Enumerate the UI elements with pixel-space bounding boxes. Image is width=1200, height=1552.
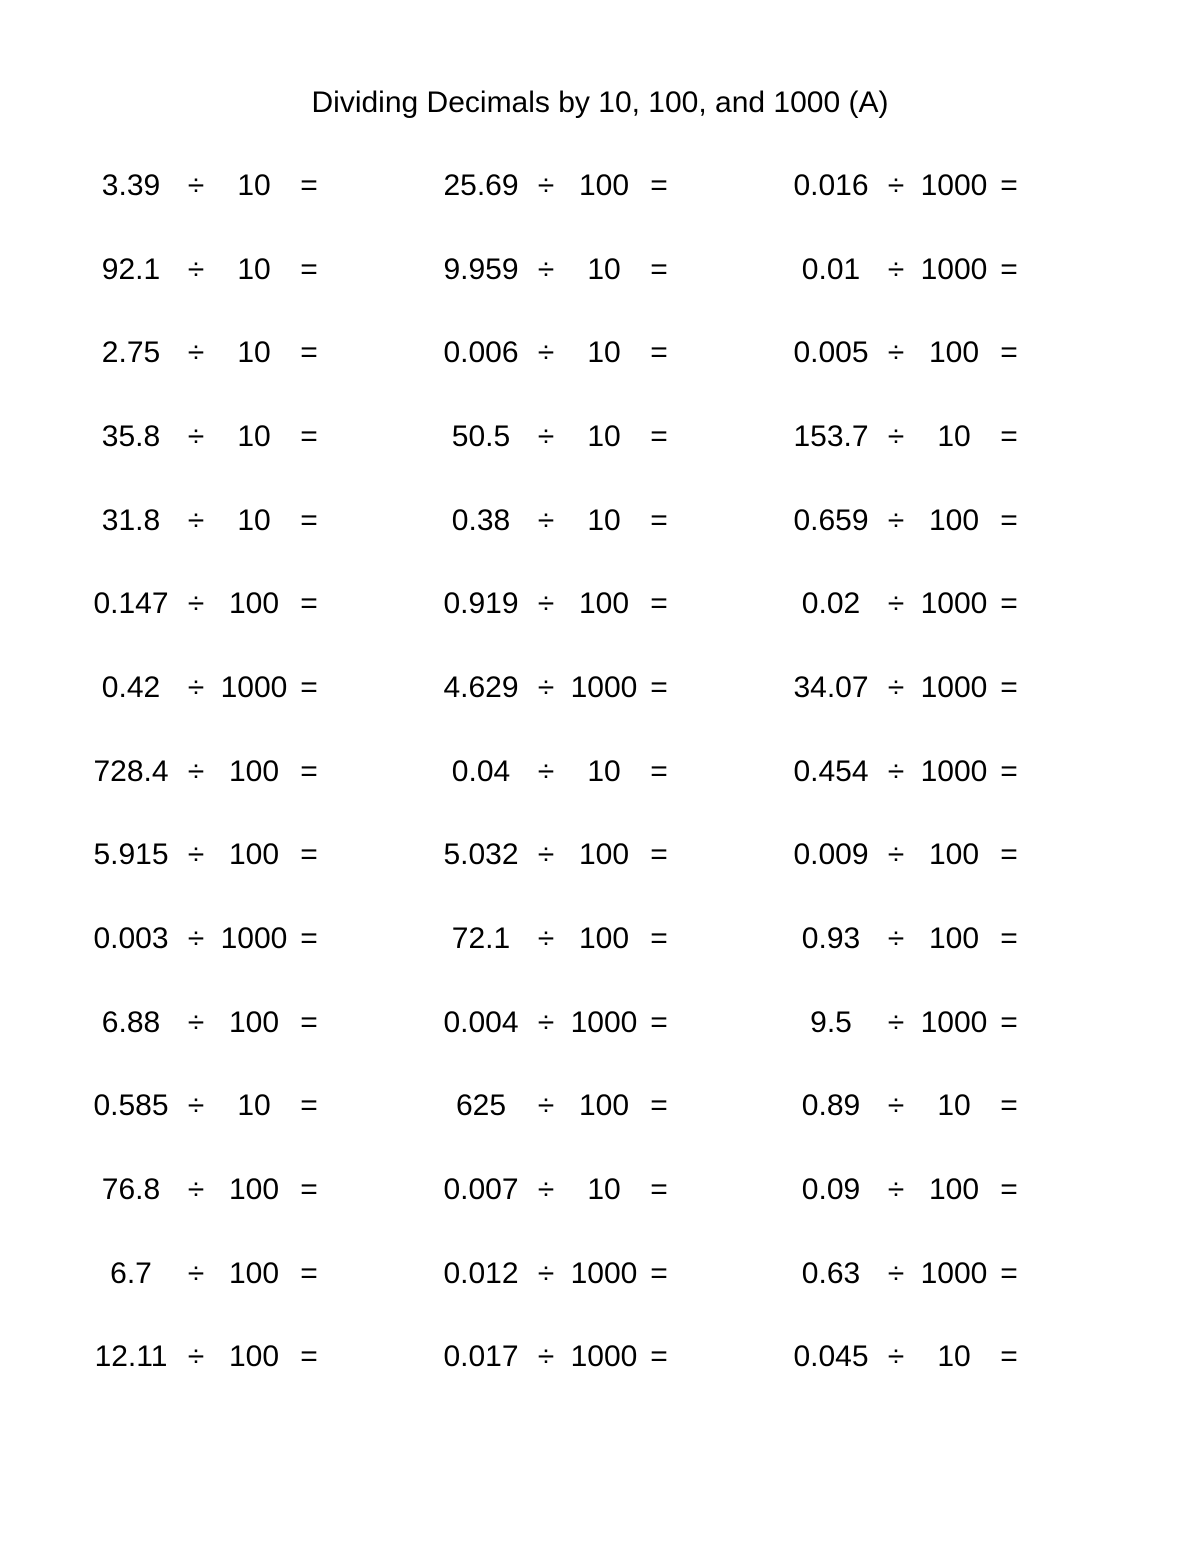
dividend-value: 4.629 bbox=[443, 670, 519, 704]
divisor-value: 100 bbox=[228, 1005, 280, 1039]
answer-blank bbox=[330, 897, 430, 981]
answer-blank bbox=[330, 1232, 430, 1316]
division-sign: ÷ bbox=[887, 1340, 905, 1374]
answer-blank bbox=[680, 311, 780, 395]
answer-blank bbox=[330, 144, 430, 228]
division-sign: ÷ bbox=[887, 922, 905, 956]
equals-sign: = bbox=[300, 1340, 318, 1374]
division-problem bbox=[90, 1316, 440, 1400]
dividend-value: 0.016 bbox=[793, 168, 869, 202]
division-problem bbox=[440, 814, 790, 898]
dividend-value: 31.8 bbox=[101, 503, 161, 537]
division-sign: ÷ bbox=[537, 336, 555, 370]
division-problem bbox=[90, 395, 440, 479]
dividend-value: 0.003 bbox=[93, 922, 169, 956]
answer-blank bbox=[1030, 1065, 1130, 1149]
dividend-value: 0.005 bbox=[793, 336, 869, 370]
divisor-value: 100 bbox=[578, 1089, 630, 1123]
divisor-value: 1000 bbox=[220, 922, 288, 956]
divisor-value: 10 bbox=[587, 503, 621, 537]
dividend-value: 34.07 bbox=[793, 670, 869, 704]
division-sign: ÷ bbox=[887, 252, 905, 286]
dividend-value: 5.915 bbox=[93, 838, 169, 872]
dividend-value: 153.7 bbox=[793, 419, 869, 453]
division-problem bbox=[790, 144, 1140, 228]
dividend-value: 0.147 bbox=[93, 587, 169, 621]
equals-sign: = bbox=[650, 670, 668, 704]
divisor-value: 100 bbox=[928, 838, 980, 872]
division-problem bbox=[790, 897, 1140, 981]
division-problem bbox=[90, 228, 440, 312]
division-sign: ÷ bbox=[537, 838, 555, 872]
dividend-value: 0.02 bbox=[801, 587, 861, 621]
equals-sign: = bbox=[650, 838, 668, 872]
equals-sign: = bbox=[650, 754, 668, 788]
answer-blank bbox=[680, 228, 780, 312]
division-sign: ÷ bbox=[187, 670, 205, 704]
equals-sign: = bbox=[1000, 670, 1018, 704]
division-problem bbox=[790, 395, 1140, 479]
equals-sign: = bbox=[300, 587, 318, 621]
equals-sign: = bbox=[650, 1256, 668, 1290]
division-sign: ÷ bbox=[537, 1005, 555, 1039]
dividend-value: 72.1 bbox=[451, 922, 511, 956]
divisor-value: 10 bbox=[237, 336, 271, 370]
dividend-value: 0.017 bbox=[443, 1340, 519, 1374]
answer-blank bbox=[330, 311, 430, 395]
divisor-value: 10 bbox=[937, 419, 971, 453]
division-problem bbox=[90, 897, 440, 981]
equals-sign: = bbox=[300, 336, 318, 370]
answer-blank bbox=[330, 814, 430, 898]
answer-blank bbox=[1030, 646, 1130, 730]
equals-sign: = bbox=[300, 252, 318, 286]
division-problem bbox=[790, 479, 1140, 563]
division-problem bbox=[90, 562, 440, 646]
divisor-value: 1000 bbox=[920, 587, 988, 621]
dividend-value: 76.8 bbox=[101, 1173, 161, 1207]
divisor-value: 10 bbox=[937, 1089, 971, 1123]
answer-blank bbox=[680, 981, 780, 1065]
answer-blank bbox=[680, 1148, 780, 1232]
answer-blank bbox=[1030, 981, 1130, 1065]
answer-blank bbox=[1030, 228, 1130, 312]
answer-blank bbox=[680, 646, 780, 730]
divisor-value: 100 bbox=[928, 922, 980, 956]
division-sign: ÷ bbox=[187, 252, 205, 286]
dividend-value: 0.04 bbox=[451, 754, 511, 788]
division-problem bbox=[90, 1148, 440, 1232]
equals-sign: = bbox=[650, 503, 668, 537]
equals-sign: = bbox=[650, 1173, 668, 1207]
division-problem bbox=[790, 562, 1140, 646]
divisor-value: 100 bbox=[228, 838, 280, 872]
division-sign: ÷ bbox=[537, 587, 555, 621]
equals-sign: = bbox=[300, 419, 318, 453]
division-sign: ÷ bbox=[187, 1256, 205, 1290]
answer-blank bbox=[330, 646, 430, 730]
divisor-value: 1000 bbox=[920, 754, 988, 788]
division-problem bbox=[790, 1232, 1140, 1316]
division-sign: ÷ bbox=[887, 670, 905, 704]
division-problem bbox=[790, 981, 1140, 1065]
division-sign: ÷ bbox=[537, 1340, 555, 1374]
answer-blank bbox=[680, 144, 780, 228]
dividend-value: 2.75 bbox=[101, 336, 161, 370]
division-problem bbox=[790, 311, 1140, 395]
division-sign: ÷ bbox=[187, 1089, 205, 1123]
dividend-value: 0.89 bbox=[801, 1089, 861, 1123]
division-problem bbox=[440, 311, 790, 395]
dividend-value: 0.01 bbox=[801, 252, 861, 286]
divisor-value: 1000 bbox=[220, 670, 288, 704]
divisor-value: 100 bbox=[578, 168, 630, 202]
dividend-value: 35.8 bbox=[101, 419, 161, 453]
divisor-value: 1000 bbox=[570, 1256, 638, 1290]
division-problem bbox=[440, 1065, 790, 1149]
equals-sign: = bbox=[1000, 1089, 1018, 1123]
answer-blank bbox=[1030, 562, 1130, 646]
answer-blank bbox=[330, 730, 430, 814]
equals-sign: = bbox=[650, 419, 668, 453]
divisor-value: 10 bbox=[237, 252, 271, 286]
equals-sign: = bbox=[300, 1256, 318, 1290]
division-problem bbox=[90, 730, 440, 814]
division-sign: ÷ bbox=[537, 670, 555, 704]
divisor-value: 100 bbox=[928, 1173, 980, 1207]
dividend-value: 0.38 bbox=[451, 503, 511, 537]
dividend-value: 6.88 bbox=[101, 1005, 161, 1039]
division-sign: ÷ bbox=[187, 419, 205, 453]
dividend-value: 625 bbox=[455, 1089, 507, 1123]
dividend-value: 0.93 bbox=[801, 922, 861, 956]
equals-sign: = bbox=[1000, 1173, 1018, 1207]
division-sign: ÷ bbox=[887, 419, 905, 453]
answer-blank bbox=[1030, 1316, 1130, 1400]
division-sign: ÷ bbox=[537, 252, 555, 286]
equals-sign: = bbox=[300, 1173, 318, 1207]
answer-blank bbox=[680, 897, 780, 981]
division-problem bbox=[440, 144, 790, 228]
dividend-value: 0.42 bbox=[101, 670, 161, 704]
problems-grid bbox=[90, 144, 1140, 1399]
divisor-value: 100 bbox=[228, 1340, 280, 1374]
division-problem bbox=[90, 479, 440, 563]
division-problem bbox=[790, 814, 1140, 898]
divisor-value: 1000 bbox=[920, 1005, 988, 1039]
answer-blank bbox=[1030, 479, 1130, 563]
division-sign: ÷ bbox=[887, 1089, 905, 1123]
equals-sign: = bbox=[300, 670, 318, 704]
equals-sign: = bbox=[650, 252, 668, 286]
division-sign: ÷ bbox=[537, 754, 555, 788]
division-problem bbox=[440, 1148, 790, 1232]
answer-blank bbox=[1030, 144, 1130, 228]
divisor-value: 10 bbox=[587, 252, 621, 286]
divisor-value: 100 bbox=[928, 336, 980, 370]
equals-sign: = bbox=[650, 336, 668, 370]
division-problem bbox=[440, 646, 790, 730]
dividend-value: 6.7 bbox=[110, 1256, 152, 1290]
divisor-value: 10 bbox=[237, 1089, 271, 1123]
division-problem bbox=[790, 228, 1140, 312]
answer-blank bbox=[680, 395, 780, 479]
divisor-value: 1000 bbox=[920, 252, 988, 286]
answer-blank bbox=[680, 1316, 780, 1400]
division-problem bbox=[90, 311, 440, 395]
answer-blank bbox=[1030, 1148, 1130, 1232]
equals-sign: = bbox=[1000, 1256, 1018, 1290]
dividend-value: 0.045 bbox=[793, 1340, 869, 1374]
equals-sign: = bbox=[1000, 419, 1018, 453]
answer-blank bbox=[680, 814, 780, 898]
dividend-value: 0.63 bbox=[801, 1256, 861, 1290]
answer-blank bbox=[680, 1065, 780, 1149]
divisor-value: 1000 bbox=[920, 168, 988, 202]
dividend-value: 50.5 bbox=[451, 419, 511, 453]
answer-blank bbox=[1030, 897, 1130, 981]
equals-sign: = bbox=[650, 587, 668, 621]
equals-sign: = bbox=[300, 168, 318, 202]
equals-sign: = bbox=[1000, 1005, 1018, 1039]
division-problem bbox=[90, 1065, 440, 1149]
divisor-value: 1000 bbox=[570, 1005, 638, 1039]
answer-blank bbox=[330, 981, 430, 1065]
equals-sign: = bbox=[1000, 1340, 1018, 1374]
divisor-value: 100 bbox=[228, 754, 280, 788]
dividend-value: 12.11 bbox=[94, 1340, 168, 1374]
division-sign: ÷ bbox=[887, 336, 905, 370]
equals-sign: = bbox=[300, 922, 318, 956]
divisor-value: 100 bbox=[228, 1256, 280, 1290]
dividend-value: 0.659 bbox=[793, 503, 869, 537]
dividend-value: 0.006 bbox=[443, 336, 519, 370]
divisor-value: 100 bbox=[578, 587, 630, 621]
division-problem bbox=[90, 1232, 440, 1316]
division-problem bbox=[440, 1316, 790, 1400]
division-sign: ÷ bbox=[537, 1173, 555, 1207]
divisor-value: 100 bbox=[578, 838, 630, 872]
division-sign: ÷ bbox=[537, 419, 555, 453]
divisor-value: 10 bbox=[587, 419, 621, 453]
answer-blank bbox=[1030, 814, 1130, 898]
division-problem bbox=[440, 730, 790, 814]
answer-blank bbox=[680, 730, 780, 814]
dividend-value: 3.39 bbox=[101, 168, 161, 202]
division-problem bbox=[90, 981, 440, 1065]
divisor-value: 10 bbox=[587, 754, 621, 788]
dividend-value: 0.012 bbox=[443, 1256, 519, 1290]
equals-sign: = bbox=[650, 922, 668, 956]
dividend-value: 0.09 bbox=[801, 1173, 861, 1207]
division-sign: ÷ bbox=[537, 1256, 555, 1290]
dividend-value: 0.004 bbox=[443, 1005, 519, 1039]
division-sign: ÷ bbox=[187, 1173, 205, 1207]
answer-blank bbox=[330, 228, 430, 312]
division-sign: ÷ bbox=[887, 1173, 905, 1207]
equals-sign: = bbox=[1000, 168, 1018, 202]
division-problem bbox=[790, 646, 1140, 730]
divisor-value: 100 bbox=[228, 1173, 280, 1207]
division-problem bbox=[440, 479, 790, 563]
equals-sign: = bbox=[300, 1005, 318, 1039]
equals-sign: = bbox=[650, 168, 668, 202]
answer-blank bbox=[330, 395, 430, 479]
equals-sign: = bbox=[1000, 587, 1018, 621]
answer-blank bbox=[1030, 311, 1130, 395]
division-problem bbox=[440, 1232, 790, 1316]
division-problem bbox=[440, 228, 790, 312]
division-problem bbox=[790, 1065, 1140, 1149]
divisor-value: 1000 bbox=[920, 670, 988, 704]
divisor-value: 10 bbox=[937, 1340, 971, 1374]
equals-sign: = bbox=[650, 1340, 668, 1374]
answer-blank bbox=[680, 562, 780, 646]
answer-blank bbox=[330, 562, 430, 646]
division-problem bbox=[440, 395, 790, 479]
dividend-value: 25.69 bbox=[443, 168, 519, 202]
equals-sign: = bbox=[1000, 754, 1018, 788]
equals-sign: = bbox=[1000, 838, 1018, 872]
dividend-value: 0.009 bbox=[793, 838, 869, 872]
division-sign: ÷ bbox=[537, 168, 555, 202]
division-problem bbox=[440, 981, 790, 1065]
divisor-value: 100 bbox=[928, 503, 980, 537]
dividend-value: 0.007 bbox=[443, 1173, 519, 1207]
division-problem bbox=[90, 646, 440, 730]
answer-blank bbox=[1030, 1232, 1130, 1316]
division-sign: ÷ bbox=[537, 503, 555, 537]
divisor-value: 1000 bbox=[570, 1340, 638, 1374]
division-sign: ÷ bbox=[187, 754, 205, 788]
equals-sign: = bbox=[1000, 922, 1018, 956]
division-sign: ÷ bbox=[887, 1256, 905, 1290]
divisor-value: 1000 bbox=[920, 1256, 988, 1290]
divisor-value: 10 bbox=[237, 503, 271, 537]
equals-sign: = bbox=[1000, 336, 1018, 370]
division-sign: ÷ bbox=[187, 1340, 205, 1374]
division-problem bbox=[90, 814, 440, 898]
dividend-value: 0.585 bbox=[93, 1089, 169, 1123]
division-sign: ÷ bbox=[187, 1005, 205, 1039]
division-problem bbox=[790, 730, 1140, 814]
division-problem bbox=[790, 1148, 1140, 1232]
division-sign: ÷ bbox=[887, 587, 905, 621]
division-sign: ÷ bbox=[187, 168, 205, 202]
division-sign: ÷ bbox=[187, 587, 205, 621]
answer-blank bbox=[680, 479, 780, 563]
divisor-value: 100 bbox=[228, 587, 280, 621]
answer-blank bbox=[330, 1316, 430, 1400]
equals-sign: = bbox=[300, 503, 318, 537]
division-sign: ÷ bbox=[187, 336, 205, 370]
dividend-value: 9.5 bbox=[810, 1005, 852, 1039]
dividend-value: 0.919 bbox=[443, 587, 519, 621]
division-sign: ÷ bbox=[537, 922, 555, 956]
answer-blank bbox=[330, 1065, 430, 1149]
division-sign: ÷ bbox=[887, 503, 905, 537]
equals-sign: = bbox=[1000, 503, 1018, 537]
divisor-value: 1000 bbox=[570, 670, 638, 704]
dividend-value: 5.032 bbox=[443, 838, 519, 872]
dividend-value: 9.959 bbox=[443, 252, 519, 286]
division-sign: ÷ bbox=[187, 503, 205, 537]
division-sign: ÷ bbox=[887, 168, 905, 202]
divisor-value: 10 bbox=[587, 336, 621, 370]
answer-blank bbox=[1030, 395, 1130, 479]
dividend-value: 728.4 bbox=[93, 754, 169, 788]
divisor-value: 10 bbox=[237, 419, 271, 453]
equals-sign: = bbox=[300, 1089, 318, 1123]
worksheet-title: Dividing Decimals by 10, 100, and 1000 (A) bbox=[311, 86, 889, 119]
equals-sign: = bbox=[300, 754, 318, 788]
divisor-value: 10 bbox=[587, 1173, 621, 1207]
answer-blank bbox=[680, 1232, 780, 1316]
division-sign: ÷ bbox=[187, 838, 205, 872]
divisor-value: 100 bbox=[578, 922, 630, 956]
equals-sign: = bbox=[650, 1005, 668, 1039]
answer-blank bbox=[1030, 730, 1130, 814]
division-problem bbox=[440, 897, 790, 981]
division-sign: ÷ bbox=[887, 838, 905, 872]
equals-sign: = bbox=[650, 1089, 668, 1123]
division-problem bbox=[440, 562, 790, 646]
dividend-value: 0.454 bbox=[793, 754, 869, 788]
division-sign: ÷ bbox=[187, 922, 205, 956]
equals-sign: = bbox=[300, 838, 318, 872]
division-sign: ÷ bbox=[887, 754, 905, 788]
divisor-value: 10 bbox=[237, 168, 271, 202]
division-problem bbox=[90, 144, 440, 228]
answer-blank bbox=[330, 479, 430, 563]
division-sign: ÷ bbox=[887, 1005, 905, 1039]
equals-sign: = bbox=[1000, 252, 1018, 286]
division-sign: ÷ bbox=[537, 1089, 555, 1123]
dividend-value: 92.1 bbox=[101, 252, 161, 286]
division-problem bbox=[790, 1316, 1140, 1400]
answer-blank bbox=[330, 1148, 430, 1232]
